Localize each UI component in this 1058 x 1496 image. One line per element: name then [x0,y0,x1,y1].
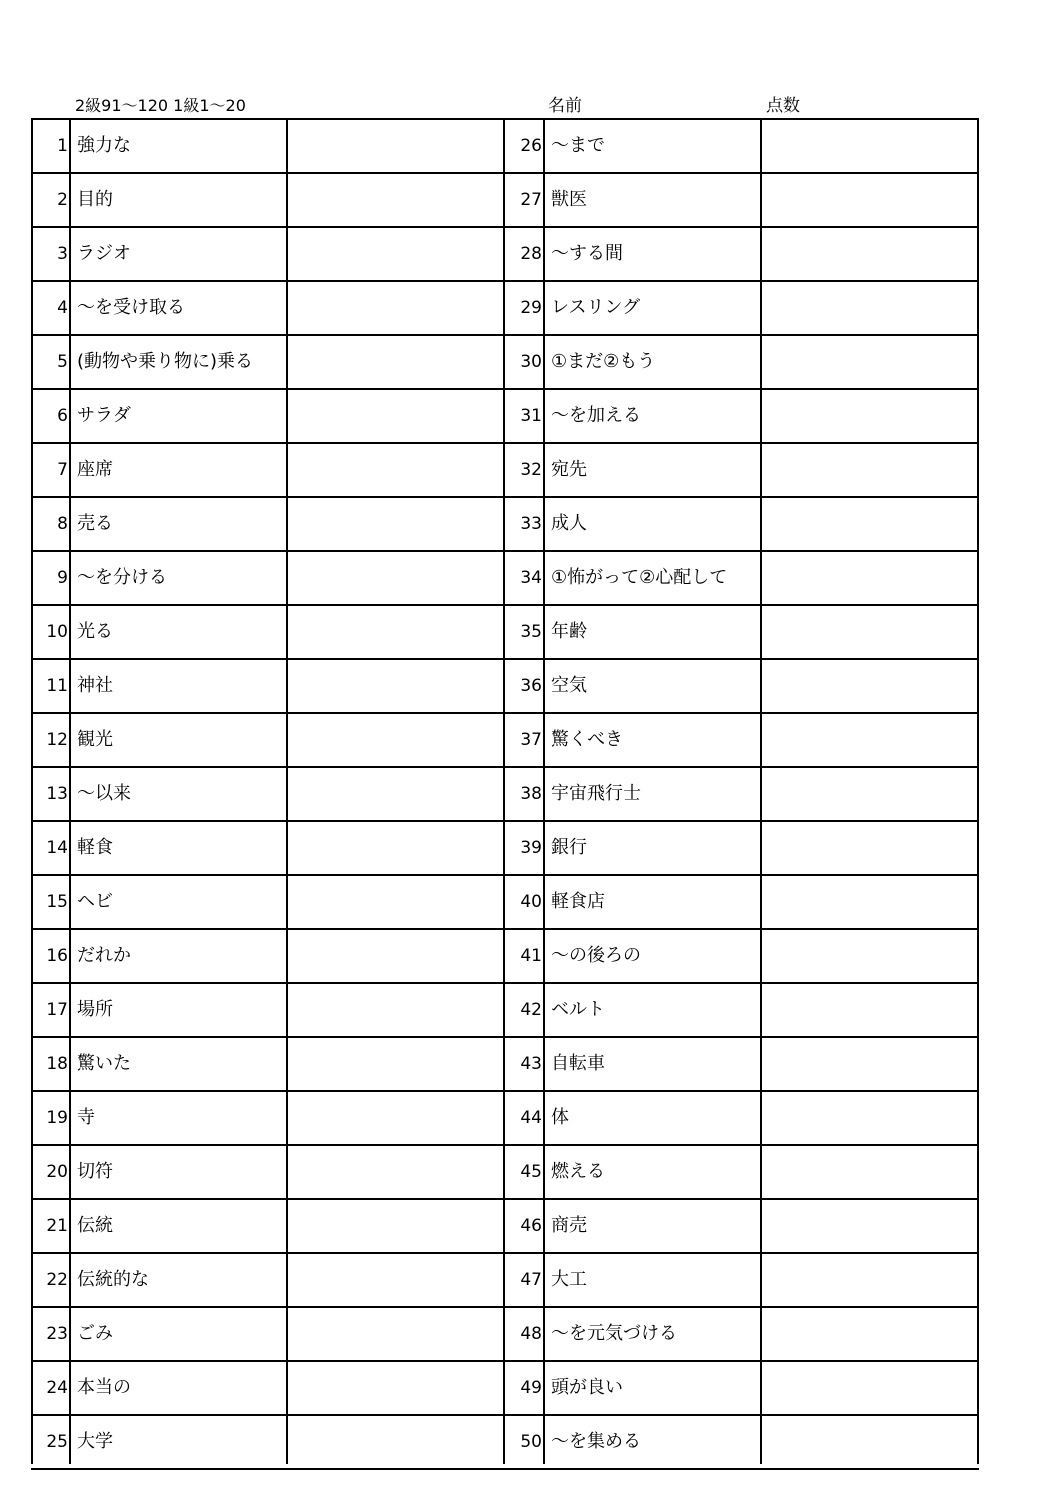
right-answer-cell[interactable] [764,336,979,388]
table-column-divider [31,120,33,1464]
right-answer-cell[interactable] [764,1416,979,1468]
right-item-word: 成人 [551,513,587,534]
right-item-word: 獣医 [551,189,587,210]
table-row [31,1254,979,1308]
right-answer-cell[interactable] [764,984,979,1036]
test-range-title: 2級91～120 1級1～20 [75,96,246,115]
left-item-word: 目的 [77,189,113,210]
left-item-word: 切符 [77,1161,113,1182]
table-column-divider [977,120,979,1464]
right-item-number: 42 [520,1000,542,1020]
left-item-word: 神社 [77,675,113,696]
right-item-word: ～を元気づける [551,1323,677,1344]
right-item-word: レスリング [551,297,641,318]
table-column-divider [69,120,71,1464]
left-answer-cell[interactable] [290,1092,505,1144]
right-answer-cell[interactable] [764,1308,979,1360]
right-item-number: 32 [520,460,542,480]
left-item-word: 驚いた [77,1053,131,1074]
table-row [31,1038,979,1092]
right-item-number: 27 [520,190,542,210]
table-row [31,444,979,498]
right-item-word: ①まだ②もう [551,351,656,372]
right-answer-cell[interactable] [764,930,979,982]
right-item-number: 48 [520,1324,542,1344]
right-item-number: 45 [520,1162,542,1182]
left-item-word: ラジオ [77,243,131,264]
left-item-word: 大学 [77,1431,113,1452]
left-answer-cell[interactable] [290,1254,505,1306]
score-label: 点数 [766,96,800,116]
right-item-word: 頭が良い [551,1377,623,1398]
right-answer-cell[interactable] [764,444,979,496]
table-row [31,336,979,390]
left-item-number: 14 [46,838,68,858]
left-item-number: 16 [46,946,68,966]
right-answer-cell[interactable] [764,1254,979,1306]
vocabulary-test-table [31,118,979,1464]
left-item-number: 10 [46,622,68,642]
left-item-word: 伝統 [77,1215,113,1236]
left-answer-cell[interactable] [290,120,505,172]
table-row [31,1308,979,1362]
left-item-word: サラダ [77,405,131,426]
left-item-word: (動物や乗り物に)乗る [77,351,254,372]
table-row [31,1416,979,1470]
right-item-number: 37 [520,730,542,750]
right-answer-cell[interactable] [764,282,979,334]
left-answer-cell[interactable] [290,1038,505,1090]
right-item-number: 35 [520,622,542,642]
left-answer-cell[interactable] [290,1308,505,1360]
table-row [31,120,979,174]
left-answer-cell[interactable] [290,1416,505,1468]
left-answer-cell[interactable] [290,930,505,982]
left-answer-cell[interactable] [290,714,505,766]
right-item-word: 軽食店 [551,891,605,912]
left-item-number: 8 [57,514,68,534]
left-answer-cell[interactable] [290,606,505,658]
right-item-number: 38 [520,784,542,804]
right-item-number: 46 [520,1216,542,1236]
left-item-number: 13 [46,784,68,804]
table-row [31,660,979,714]
left-item-number: 15 [46,892,68,912]
left-answer-cell[interactable] [290,1200,505,1252]
left-answer-cell[interactable] [290,552,505,604]
left-item-word: 座席 [77,459,113,480]
table-row [31,1146,979,1200]
left-item-word: ～以来 [77,783,131,804]
left-item-number: 6 [57,406,68,426]
left-item-word: 強力な [77,135,131,156]
right-item-number: 50 [520,1432,542,1452]
right-item-number: 29 [520,298,542,318]
right-item-number: 41 [520,946,542,966]
table-row [31,390,979,444]
table-row [31,282,979,336]
right-item-word: 商売 [551,1215,587,1236]
table-row [31,498,979,552]
left-item-number: 12 [46,730,68,750]
right-item-number: 36 [520,676,542,696]
table-row [31,174,979,228]
table-row [31,552,979,606]
left-item-word: 売る [77,513,113,534]
table-row [31,1200,979,1254]
left-item-word: 本当の [77,1377,131,1398]
right-item-word: 体 [551,1107,569,1128]
left-item-number: 19 [46,1108,68,1128]
right-item-word: ベルト [551,999,605,1020]
right-item-word: 自転車 [551,1053,605,1074]
left-answer-cell[interactable] [290,1146,505,1198]
left-item-number: 20 [46,1162,68,1182]
left-answer-cell[interactable] [290,390,505,442]
left-answer-cell[interactable] [290,660,505,712]
left-item-number: 4 [57,298,68,318]
left-item-number: 18 [46,1054,68,1074]
left-item-word: ヘビ [77,891,113,912]
left-item-word: だれか [77,945,131,966]
table-column-divider [760,120,762,1464]
table-row [31,876,979,930]
left-answer-cell[interactable] [290,822,505,874]
left-item-word: ～を分ける [77,567,167,588]
right-item-word: ①怖がって②心配して [551,567,728,588]
table-row [31,606,979,660]
left-item-number: 7 [57,460,68,480]
right-item-number: 31 [520,406,542,426]
right-answer-cell[interactable] [764,390,979,442]
table-row [31,1362,979,1416]
right-item-word: 銀行 [551,837,587,858]
table-row [31,714,979,768]
left-item-number: 1 [57,136,68,156]
left-answer-cell[interactable] [290,876,505,928]
left-item-number: 23 [46,1324,68,1344]
left-answer-cell[interactable] [290,1362,505,1414]
right-item-word: ～を加える [551,405,641,426]
right-answer-cell[interactable] [764,876,979,928]
table-row [31,1092,979,1146]
right-answer-cell[interactable] [764,174,979,226]
right-answer-cell[interactable] [764,822,979,874]
right-item-number: 44 [520,1108,542,1128]
left-item-number: 21 [46,1216,68,1236]
left-item-word: 観光 [77,729,113,750]
left-item-word: 場所 [77,999,113,1020]
right-item-number: 47 [520,1270,542,1290]
right-answer-cell[interactable] [764,1092,979,1144]
right-answer-cell[interactable] [764,606,979,658]
left-item-word: 寺 [77,1107,95,1128]
right-item-number: 43 [520,1054,542,1074]
left-item-number: 9 [57,568,68,588]
right-answer-cell[interactable] [764,768,979,820]
table-row [31,984,979,1038]
right-item-word: ～の後ろの [551,945,641,966]
right-answer-cell[interactable] [764,1200,979,1252]
right-item-number: 40 [520,892,542,912]
right-item-number: 33 [520,514,542,534]
right-item-word: 年齢 [551,621,587,642]
table-row [31,228,979,282]
right-answer-cell[interactable] [764,1038,979,1090]
right-item-word: 宛先 [551,459,587,480]
right-item-word: 宇宙飛行士 [551,783,641,804]
right-item-number: 39 [520,838,542,858]
table-row [31,930,979,984]
left-item-word: 軽食 [77,837,113,858]
right-item-number: 49 [520,1378,542,1398]
left-item-number: 3 [57,244,68,264]
right-answer-cell[interactable] [764,660,979,712]
left-answer-cell[interactable] [290,498,505,550]
left-item-number: 11 [46,676,68,696]
right-item-number: 34 [520,568,542,588]
left-item-number: 22 [46,1270,68,1290]
table-column-divider [543,120,545,1464]
left-item-word: 伝統的な [77,1269,149,1290]
right-item-word: 燃える [551,1161,605,1182]
name-label: 名前 [548,96,582,116]
left-answer-cell[interactable] [290,336,505,388]
right-item-word: ～する間 [551,243,623,264]
left-answer-cell[interactable] [290,984,505,1036]
right-item-number: 28 [520,244,542,264]
left-item-word: ごみ [77,1323,113,1344]
left-answer-cell[interactable] [290,228,505,280]
table-row [31,822,979,876]
right-answer-cell[interactable] [764,498,979,550]
left-item-word: ～を受け取る [77,297,185,318]
right-item-word: 驚くべき [551,729,623,750]
right-item-word: ～まで [551,135,605,156]
right-answer-cell[interactable] [764,228,979,280]
left-answer-cell[interactable] [290,282,505,334]
right-item-word: 空気 [551,675,587,696]
left-item-number: 2 [57,190,68,210]
left-answer-cell[interactable] [290,174,505,226]
table-row [31,768,979,822]
right-item-word: 大工 [551,1269,587,1290]
right-item-word: ～を集める [551,1431,641,1452]
right-answer-cell[interactable] [764,1362,979,1414]
right-answer-cell[interactable] [764,714,979,766]
right-answer-cell[interactable] [764,120,979,172]
left-item-word: 光る [77,621,113,642]
right-item-number: 26 [520,136,542,156]
table-column-divider [503,120,505,1464]
left-item-number: 17 [46,1000,68,1020]
left-answer-cell[interactable] [290,444,505,496]
left-answer-cell[interactable] [290,768,505,820]
left-item-number: 25 [46,1432,68,1452]
table-column-divider [286,120,288,1464]
left-item-number: 5 [57,352,68,372]
right-answer-cell[interactable] [764,552,979,604]
left-item-number: 24 [46,1378,68,1398]
right-item-number: 30 [520,352,542,372]
right-answer-cell[interactable] [764,1146,979,1198]
